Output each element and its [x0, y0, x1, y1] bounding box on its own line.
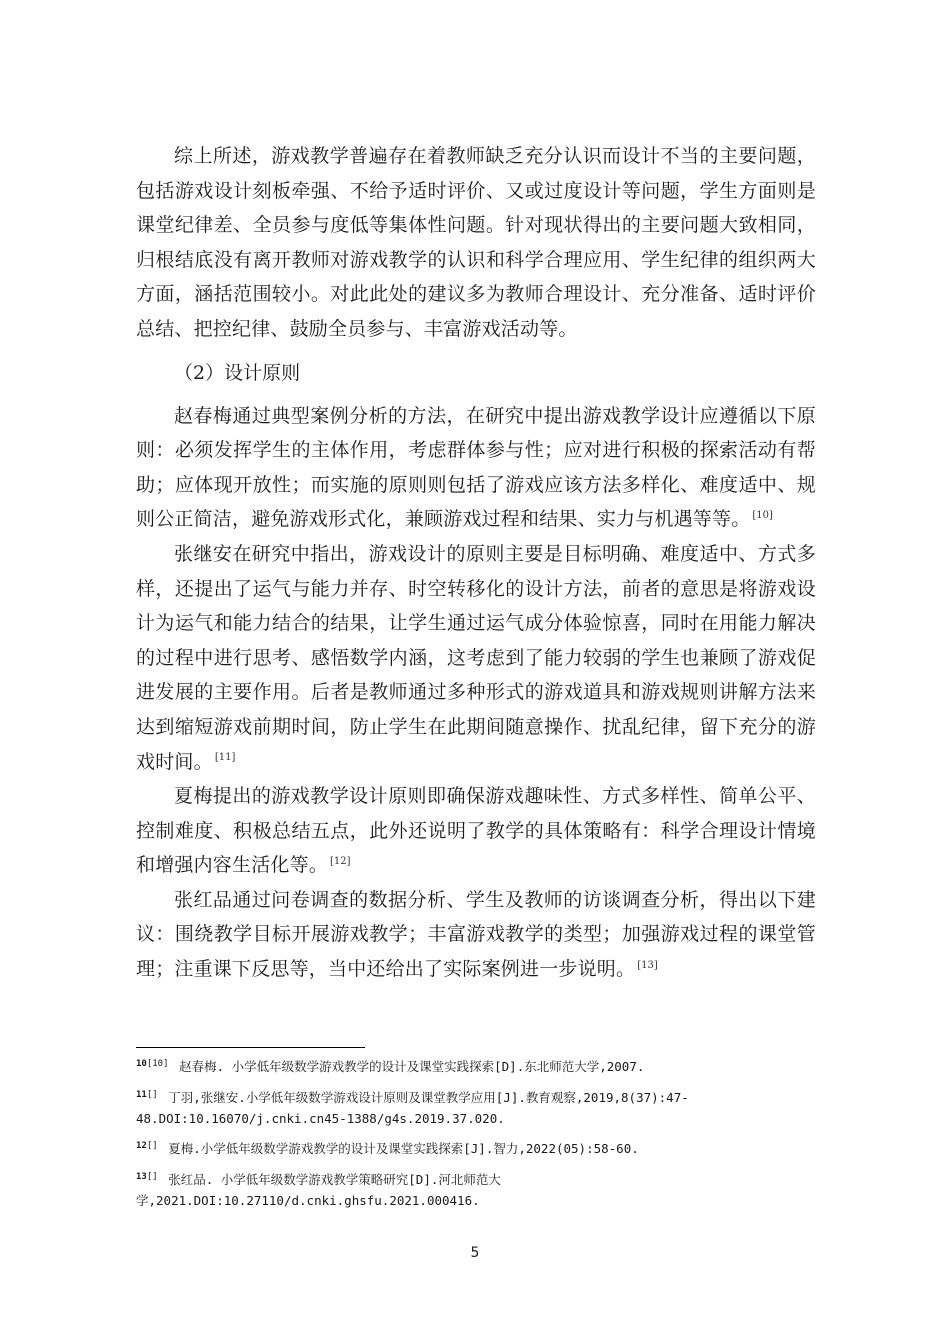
paragraph-summary: 综上所述，游戏教学普遍存在着教师缺乏充分认识而设计不当的主要问题，包括游戏设计刻板牵强、不给予适时评价、又或过度设计等问题，学生方面则是课堂纪律差、全员参与度低等集体性问题。针对现状得出的主要问题大致相同，归根结底没有离开教师对游戏教学的认识和科学合理应用、学生纪律的组织两大方面，涵括范围较小。对此此处的建议多为教师合理设计、充分准备、适时评价总结、把控纪律、鼓励全员参与、丰富游戏活动等。 [136, 145, 816, 340]
citation-ref[interactable]: [10] [752, 510, 773, 522]
paragraph-zhang-jian: 张继安在研究中指出，游戏设计的原则主要是目标明确、难度适中、方式多样，还提出了运气与能力并存、时空转移化的设计方法，前者的意思是将游戏设计为运气和能力结合的结果，让学生通过运气成分体验惊喜，同时在用能力解决的过程中进行思考、感悟数学内涵，这考虑到了能力较弱的学生也兼顾了游戏促进发展的主要作用。后者是教师通过多种形式的游戏道具和游戏规则讲解方法来达到缩短游戏前期时间，防止学生在此期间随意操作、扰乱纪律，留下充分的游戏时间。 [11] [136, 542, 816, 773]
footnote-10: $^{10[10]}$ 赵春梅. 小学低年级数学游戏教学的设计及课堂实践探索[D].东北师范大学,2007. [136, 1058, 645, 1074]
footnote-13: $^{13[]}$ 张红品. 小学低年级数学游戏教学策略研究[D].河北师范大学,2021.DOI:10.27110/d.cnki.ghsfu.2021.000416. [136, 1171, 501, 1208]
body-text [136, 139, 816, 987]
citation-ref[interactable]: [11] [214, 752, 236, 764]
footnote-11: $^{11[]}$ 丁羽,张继安.小学低年级数学游戏设计原则及课堂教学应用[J].教育观察,2019,8(37):47-48.DOI:10.16070/j.cnki.cn45-1388/g4s.2019.37.020. [136, 1089, 689, 1126]
page-number: 5 [470, 1245, 480, 1261]
footnote-divider [136, 1047, 365, 1048]
paragraph-zhang-hongpin: 张红品通过问卷调查的数据分析、学生及教师的访谈调查分析，得出以下建议：围绕教学目标开展游戏教学；丰富游戏教学的类型；加强游戏过程的课堂管理；注重课下反思等，当中还给出了实际案例进一步说明。 [13] [136, 888, 816, 981]
section-heading: （2）设计原则 [174, 361, 301, 384]
paragraph-zhao: 赵春梅通过典型案例分析的方法，在研究中提出游戏教学设计应遵循以下原则：必须发挥学生的主体作用，考虑群体参与性；应对进行积极的探索活动有帮助；应体现开放性；而实施的原则则包括了游戏应该方法多样化、难度适中、规则公正简洁，避免游戏形式化，兼顾游戏过程和结果、实力与机遇等等。 [10] [136, 404, 816, 531]
citation-ref[interactable]: [13] [637, 959, 658, 971]
citation-ref[interactable]: [12] [330, 855, 351, 867]
footnote-12: $^{12[]}$ 夏梅.小学低年级数学游戏教学的设计及课堂实践探索[J].智力,2022(05):58-60. [136, 1140, 639, 1156]
paragraph-xia: 夏梅提出的游戏教学设计原则即确保游戏趣味性、方式多样性、简单公平、控制难度、积极总结五点，此外还说明了教学的具体策略有：科学合理设计情境和增强内容生活化等。 [12] [136, 785, 816, 877]
